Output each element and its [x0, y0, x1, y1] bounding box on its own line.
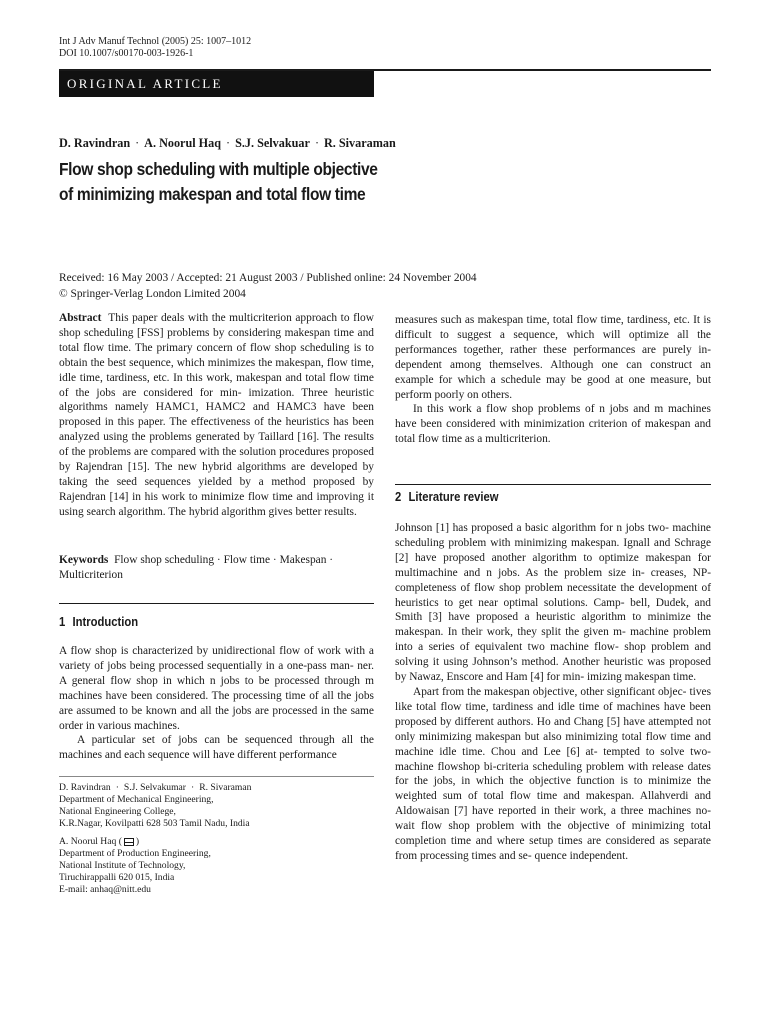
affiliation-line: Tiruchirappalli 620 015, India	[59, 872, 175, 883]
text-line: bell, Dudek, and Smith [3] have proposed a heuristic algorithm	[395, 596, 711, 624]
publication-dates	[59, 270, 477, 302]
author-name: S.J. Selvakuar	[235, 136, 310, 150]
text-line: tempted to solve two-machine flowshop bi-criteria scheduling	[395, 745, 711, 773]
article-type-banner: ORIGINAL ARTICLE	[59, 71, 374, 97]
text-line: shop problem and solving it using Johnson’s method. Another	[395, 641, 712, 669]
keywords	[59, 553, 374, 583]
abstract	[59, 311, 374, 520]
text-line: ner. A general flow shop in which n jobs to be processed through	[59, 659, 374, 687]
title-line: of minimizing makespan and total flow time	[59, 184, 366, 204]
affiliation-block-1	[59, 782, 374, 830]
affiliation-line: Department of Mechanical Engineering,	[59, 794, 214, 805]
text-line: attempted not only minimizing makespan but also minimizing	[395, 715, 711, 743]
abstract-line: makespan, flow time, idle time, tardiness, etc. In this work,	[59, 356, 374, 384]
text-line: performances together, rather these performances are purely in-	[395, 343, 711, 356]
abstract-line: hybrid algorithm gives better results.	[188, 505, 357, 518]
author-name: R. Sivaraman	[324, 136, 396, 150]
text-line: objective of minimizing total completion time and where setup	[395, 820, 712, 848]
text-line: example for which a schedule may be good at one measure, but	[395, 373, 711, 386]
envelope-icon	[124, 838, 134, 846]
text-line: A particular set of jobs can be sequenced through all the	[77, 734, 374, 747]
abstract-line: yielded by a method proposed by Rajendran [14] in his work to	[59, 475, 374, 503]
section-heading-introduction	[59, 615, 138, 629]
text-line: times are considered as separate from processing times and se-	[395, 835, 711, 862]
paper-title	[59, 157, 464, 207]
text-line: makespan for multimachine and n jobs. As the problem size in-	[395, 551, 711, 579]
keyword: Flow shop scheduling	[114, 554, 215, 566]
text-line: Johnson [1] has proposed a basic algorithm for n jobs two-	[395, 522, 669, 534]
text-line: machine scheduling problem with minimizing makespan. Ignall	[395, 522, 711, 549]
abstract-line: scheduling is to obtain the best sequence, which minimizes the	[59, 341, 374, 369]
text-line: m machines have been considered. The processing time of all the	[59, 674, 374, 702]
text-line: measures such as makespan time, total flow time, tardiness, etc.	[395, 314, 690, 326]
affiliation-names: D. Ravindran · S.J. Selvakumar · R. Sivaraman	[59, 782, 252, 793]
text-line: their work, a three machines no-wait flow shop problem with the	[395, 805, 711, 833]
text-line: It is difficult to suggest a sequence, which will optimize all the	[395, 314, 711, 341]
keyword: Makespan	[279, 554, 327, 566]
abstract-line: imization. Three heuristic algorithms namely HAMC1, HAMC2	[59, 386, 374, 414]
abstract-line: makespan and total flow time of the jobs are considered for min-	[59, 371, 374, 399]
paragraph	[59, 644, 374, 733]
introduction-body	[59, 644, 374, 763]
text-line: perform poorly on others.	[395, 388, 513, 401]
text-line: function is to minimize the weighted sum of total flow time	[395, 775, 711, 803]
text-line: jobs are assumed to be known and all the jobs are processed in	[59, 689, 374, 717]
text-line: machine problem into a series of equivalent two machine flow-	[395, 626, 711, 654]
affiliation-names: A. Noorul Haq ( )	[59, 836, 140, 847]
abstract-label: Abstract	[59, 312, 102, 324]
abstract-line: hybrid algorithms are developed by taking the seed sequences	[59, 461, 374, 488]
abstract-line: time and total flow time. The primary concern of flow shop	[59, 326, 374, 354]
author-name: A. Noorul Haq	[144, 136, 222, 150]
abstract-line: by Taillard [16]. The results of the problems are compared with	[59, 431, 374, 459]
footnote-rule	[59, 776, 374, 777]
abstract-line: flow shop scheduling [FSS] problems by considering makespan	[59, 312, 374, 339]
paragraph	[395, 313, 711, 402]
text-line: Apart from the makespan objective, other significant objec-	[413, 685, 687, 698]
text-line: problem with release dates for the jobs, in which the objective	[395, 760, 711, 788]
text-line: the same order in various machines.	[59, 704, 374, 732]
keywords-text: Keywords Flow shop scheduling · Flow time · Makespan · Multicriterion	[59, 554, 334, 581]
author-separator: ·	[135, 136, 140, 150]
keywords-label: Keywords	[59, 554, 109, 566]
section-rule	[59, 603, 374, 604]
affiliation-line: Department of Production Engineering,	[59, 848, 211, 859]
abstract-line: This paper deals with the multicriterion approach to	[108, 312, 350, 324]
section-number: 2	[395, 490, 402, 504]
text-line: and total flow time as a multicriterion.	[395, 418, 711, 446]
author-name: R. Sivaraman	[199, 782, 252, 793]
abstract-line: the solution procedures proposed by Rajendran [15]. The new	[59, 446, 374, 474]
section-number: 1	[59, 615, 66, 629]
text-line: A flow shop is characterized by unidirectional flow of work with	[59, 645, 366, 657]
text-line: heuristic was proposed by Nawaz, Enscore and Ham [4] for min-	[395, 656, 711, 684]
title-line: Flow shop scheduling with multiple objective	[59, 159, 378, 179]
affiliation-line: National Institute of Technology,	[59, 860, 186, 871]
paragraph	[395, 521, 711, 685]
copyright-line: © Springer-Verlag London Limited 2004	[59, 288, 246, 300]
section-title: Literature review	[408, 490, 499, 504]
text-line: have been proposed by different authors. Ho and Chang [5] have	[395, 700, 711, 728]
section-rule	[395, 484, 711, 485]
text-line: dependent among themselves. Although one can construct an	[395, 358, 711, 371]
paragraph	[395, 685, 711, 864]
author-name: S.J. Selvakumar	[123, 782, 186, 793]
section-heading-literature-review	[395, 490, 499, 504]
text-line: tives like total flow time, tardiness and idle time of machines	[395, 685, 711, 713]
affiliation-line: National Engineering College,	[59, 806, 176, 817]
text-line: development of heuristics to get near optimal solutions. Camp-	[395, 581, 712, 609]
introduction-continued	[395, 313, 711, 447]
abstract-text	[59, 311, 374, 520]
text-line: imizing makespan time.	[587, 671, 697, 684]
literature-review-body	[395, 521, 711, 864]
author-name: D. Ravindran	[59, 782, 111, 793]
text-line: and Schrage [2] have proposed another algorithm to optimize	[395, 536, 711, 564]
section-title: Introduction	[72, 615, 139, 629]
text-line: In this work a flow shop problems of n jobs and m machines	[413, 403, 711, 416]
author-separator: ·	[314, 136, 319, 150]
author-list	[59, 136, 396, 151]
affiliation-block-2	[59, 836, 374, 896]
text-line: creases, NP- completeness of flow shop problem necessitate the	[395, 566, 711, 594]
journal-meta	[59, 36, 251, 60]
text-line: a variety of jobs being processed sequentially in a one-pass man-	[59, 645, 374, 672]
paragraph	[395, 402, 711, 447]
text-line: machines and each sequence will have different performance	[59, 749, 337, 762]
keyword: Multicriterion	[59, 568, 123, 581]
author-separator: ·	[226, 136, 231, 150]
abstract-line: of the heuristics has been analyzed using the problems generated	[59, 416, 375, 444]
dates-line: Received: 16 May 2003 / Accepted: 21 August 2003 / Published online: 24 November 2004	[59, 272, 477, 284]
paragraph	[59, 733, 374, 763]
affiliation-line: K.R.Nagar, Kovilpatti 628 503 Tamil Nadu, India	[59, 818, 250, 829]
author-name: A. Noorul Haq	[59, 836, 117, 847]
journal-doi: DOI 10.1007/s00170-003-1926-1	[59, 48, 194, 59]
text-line: total flow time and machine idle time. Chou and Lee [6] at-	[395, 730, 711, 758]
abstract-line: and HAMC3 have been proposed in this paper. The effectiveness	[59, 401, 374, 429]
email-address[interactable]: E-mail: anhaq@nitt.edu	[59, 884, 151, 895]
text-line: and makespan. Allahverdi and Aldowaisan [7] have reported in	[395, 790, 711, 818]
author-name: D. Ravindran	[59, 136, 131, 150]
journal-citation: Int J Adv Manuf Technol (2005) 25: 1007–1012	[59, 36, 252, 47]
text-line: have been considered with minimization criterion of makespan	[395, 418, 691, 431]
keyword: Flow time	[223, 554, 271, 566]
abstract-line: minimize flow time and improving it using search algorithm. The	[59, 490, 374, 518]
text-line: to minimize the makespan. In their work, they split the given m-	[395, 611, 711, 639]
text-line: quence independent.	[534, 849, 629, 862]
